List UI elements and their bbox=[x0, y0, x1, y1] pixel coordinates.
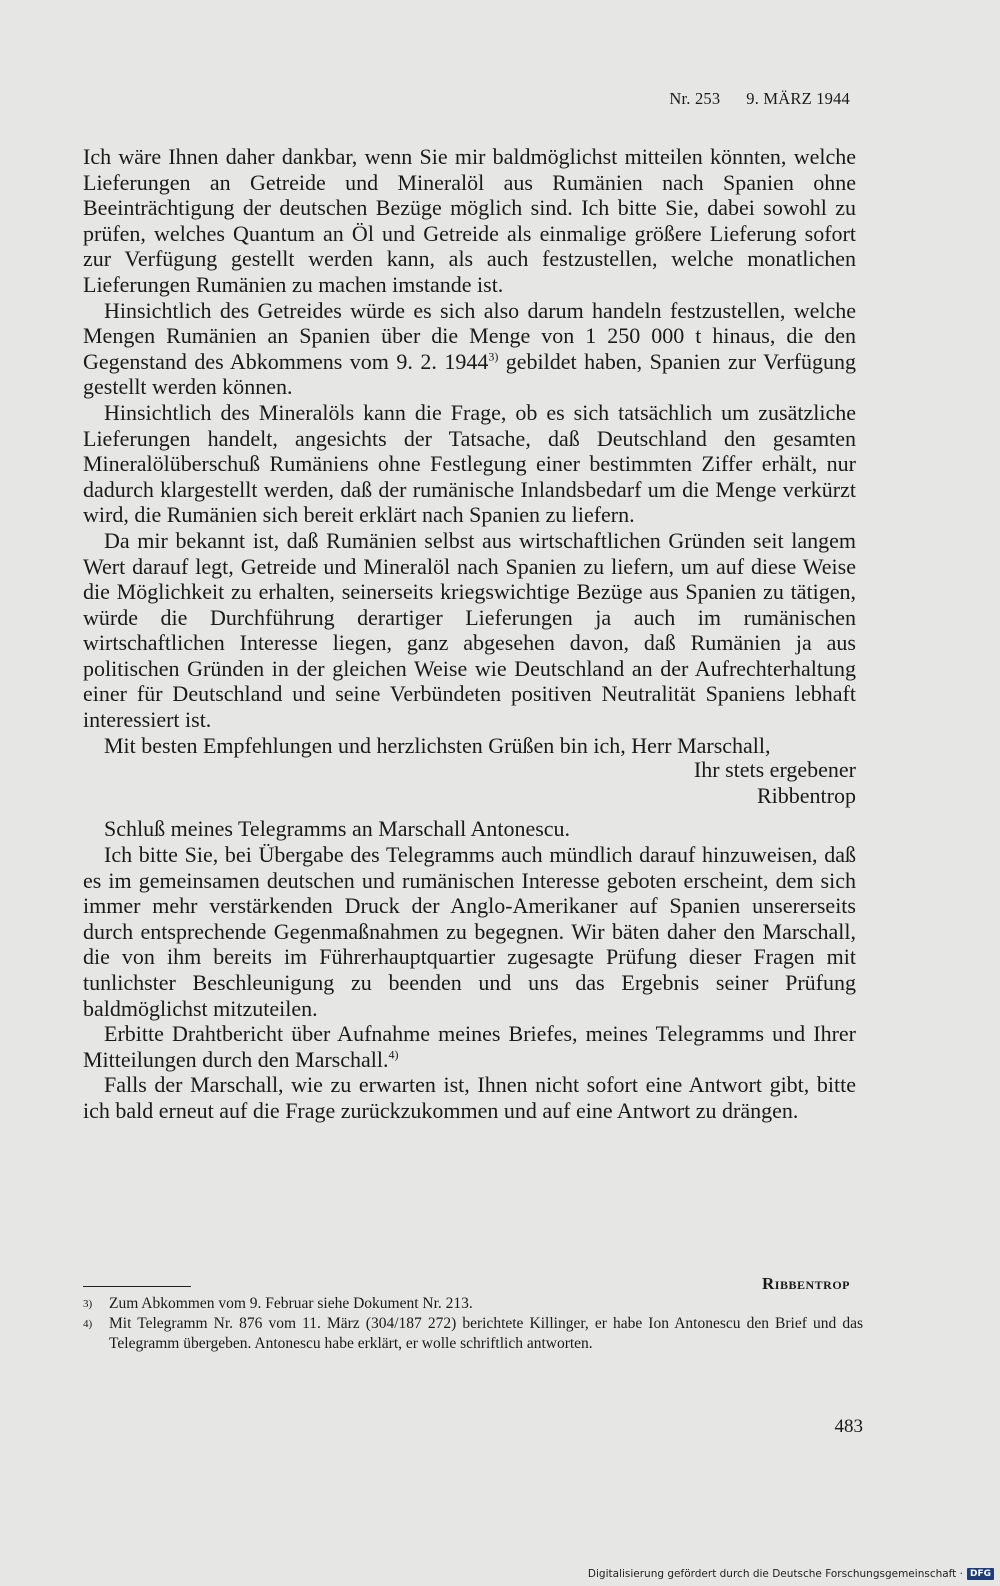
paragraph: Da mir bekannt ist, daß Rumänien selbst aus wirtschaftlichen Gründen seit langem Wert darauf legt, Getreide und Mineralöl nach Spanien zu liefern, um auf diese Weise die Möglichkeit zu erhalten, seinerseits kriegswichtige Bezüge aus Spanien zu tätigen, würde die Durchführung derartiger Lieferungen ja auch im rumänischen wirtschaftlichen Interesse liegen, ganz abgesehen davon, daß Rumänien ja aus politischen Gründen in der gleichen Weise wie Deutschland an der Aufrechterhaltung einer für Deutschland und seine Verbündeten positiven Neutralität Spaniens lebhaft interessiert ist. bbox=[83, 527, 856, 733]
running-header bbox=[669, 89, 850, 109]
credit-text: Digitalisierung gefördert durch die Deutsche Forschungsgemeinschaft · bbox=[587, 1568, 963, 1580]
paragraph: Hinsichtlich des Getreides würde es sich also darum handeln festzustellen, welche Mengen Rumänien an Spanien über die Menge von 1 250 000 t hinaus, die den Gegenstand des Abkommens vom 9. 2. 1944$^{3)}$ gebildet haben, Spanien zur Verfügung gestellt werden können. bbox=[83, 297, 856, 400]
paragraph: Mit besten Empfehlungen und herzlichsten Grüßen bin ich, Herr Marschall, bbox=[104, 732, 771, 758]
footnotes bbox=[83, 1294, 863, 1354]
paragraph: Schluß meines Telegramms an Marschall Antonescu. bbox=[104, 816, 571, 842]
doc-number: Nr. 253 bbox=[669, 89, 721, 108]
paragraph: Erbitte Drahtbericht über Aufnahme meines Briefes, meines Telegramms und Ihrer Mitteilungen durch den Marschall.$^{4)}$ bbox=[83, 1021, 856, 1072]
paragraph: Hinsichtlich des Mineralöls kann die Frage, ob es sich tatsächlich um zusätzliche Lieferungen handelt, angesichts der Tatsache, daß Deutschland den gesamten Mineralölüberschuß Rumäniens ohne Festlegung einer bestimmten Ziffer erhält, nur dadurch klargestellt werden, daß der rumänische Inlandsbedarf um die Menge verkürzt wird, die Rumänien sich bereit erklärt nach Spanien zu liefern. bbox=[83, 399, 856, 528]
paragraph: Falls der Marschall, wie zu erwarten ist, Ihnen nicht sofort eine Antwort gibt, bitte ich bald erneut auf die Frage zurückzukommen und auf eine Antwort zu drängen. bbox=[83, 1072, 856, 1123]
signature: Ribbentrop bbox=[762, 1274, 850, 1293]
header-date: 9. MÄRZ 1944 bbox=[746, 89, 850, 108]
footnote-text: Zum Abkommen vom 9. Februar siehe Dokument Nr. 213. bbox=[109, 1295, 473, 1312]
footnote-text: Mit Telegramm Nr. 876 vom 11. März (304/187 272) berichtete Killinger, er habe Ion Antonescu den Brief und das Telegramm übergeben. Antonescu habe erklärt, er wolle schriftlich antworten. bbox=[109, 1315, 863, 1352]
closing-name: Ribbentrop bbox=[757, 782, 856, 808]
footnote-mark: 3) bbox=[83, 1298, 93, 1310]
body-text bbox=[83, 144, 856, 1124]
footnote-ref: 4) bbox=[388, 1047, 399, 1062]
digitization-credit bbox=[588, 1568, 994, 1580]
footnote-divider bbox=[83, 1286, 191, 1287]
page-number: 483 bbox=[834, 1416, 863, 1437]
closing-line: Ihr stets ergebener bbox=[693, 757, 856, 783]
footnote-mark: 4) bbox=[83, 1318, 93, 1330]
paragraph: Ich wäre Ihnen daher dankbar, wenn Sie mir baldmöglichst mitteilen könnten, welche Lieferungen an Getreide und Mineralöl aus Rumänien nach Spanien ohne Beeinträchtigung der deutschen Bezüge möglich sind. Ich bitte Sie, dabei sowohl zu prüfen, welches Quantum an Öl und Getreide als einmalige größere Lieferung sofort zur Verfügung gestellt werden kann, als auch festzustellen, welche monatlichen Lieferungen Rumänien zu machen imstande ist. bbox=[83, 144, 856, 297]
footnote bbox=[83, 1314, 863, 1354]
footnote-ref: 3) bbox=[488, 349, 499, 364]
footnote bbox=[83, 1294, 863, 1314]
dfg-logo-icon: DFG bbox=[967, 1568, 994, 1580]
paragraph: Ich bitte Sie, bei Übergabe des Telegramms auch mündlich darauf hinzuweisen, daß es im gemeinsamen deutschen und rumänischen Interesse geboten erscheint, dem sich immer mehr verstärkenden Druck der Anglo-Amerikaner auf Spanien unsererseits durch entsprechende Gegenmaßnahmen zu begegnen. Wir bäten daher den Marschall, die von ihm bereits im Führerhauptquartier zugesagte Prüfung dieser Fragen mit tunlichster Beschleunigung zu beenden und uns das Ergebnis seiner Prüfung baldmöglichst mitzuteilen. bbox=[83, 842, 856, 1021]
letter-closing bbox=[83, 757, 856, 808]
